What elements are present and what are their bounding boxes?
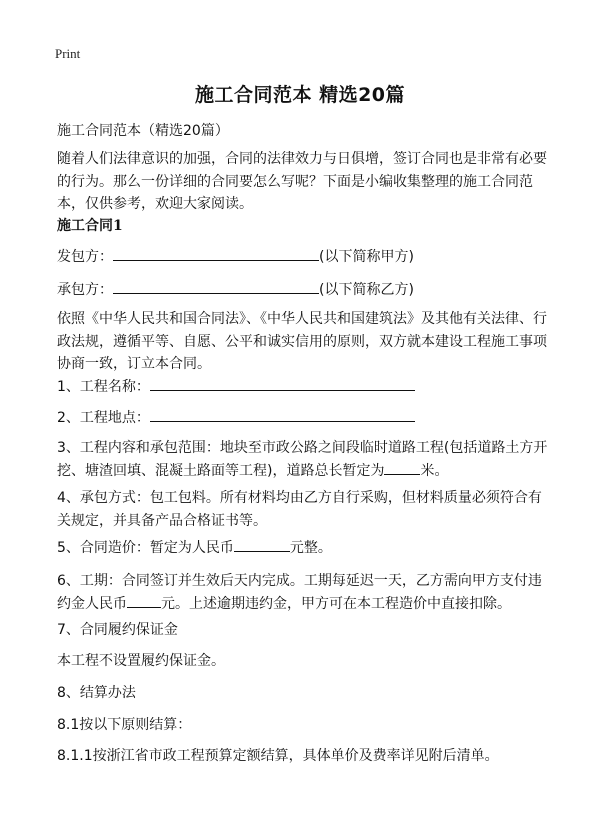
clause-3: [57, 437, 554, 482]
road-length-blank: [384, 460, 420, 475]
party-a-suffix: (以下简称甲方): [319, 249, 414, 265]
clause-2-label: 2、工程地点：: [57, 410, 150, 426]
clause-5-unit: 元整。: [289, 540, 332, 556]
contract-price-blank: [234, 537, 290, 552]
party-b-line: [57, 279, 554, 302]
clause-8-1: 8.1按以下原则结算：: [57, 717, 192, 733]
project-name-blank: [150, 376, 415, 391]
clause-7: 7、合同履约保证金: [57, 622, 178, 638]
clause-5: [57, 537, 554, 560]
clause-4: 4、承包方式：包工包料。所有材料均由乙方自行采购，但材料质量必须符合有关规定，并具备产品合格证书等。: [57, 490, 542, 529]
basis-paragraph: 依照《中华人民共和国合同法》、《中华人民共和国建筑法》及其他有关法律、行政法规，遵循平等、自愿、公平和诚实信用的原则，双方就本建设工程施工事项协商一致，订立本合同。: [57, 311, 547, 372]
section-heading: 施工合同1: [57, 218, 123, 234]
party-b-label: 承包方：: [57, 282, 113, 298]
party-a-blank: [113, 246, 319, 261]
clause-3-unit: 米。: [420, 462, 449, 479]
clause-6: [57, 570, 554, 615]
party-b-blank: [113, 279, 319, 294]
party-b-suffix: (以下简称乙方): [319, 282, 414, 298]
party-a-label: 发包方：: [57, 249, 113, 265]
clause-5-text: 5、合同造价：暂定为人民币: [57, 540, 234, 556]
clause-6-text: 6、工期：合同签订并生效后天内完成。工期每延迟一天，乙方需向甲方支付违约金人民币: [57, 573, 542, 612]
clause-6-rest: 元。上述逾期违约金，甲方可在本工程造价中直接扣除。: [161, 595, 511, 612]
print-label[interactable]: Print: [55, 46, 81, 61]
project-location-blank: [150, 407, 415, 422]
clause-1: [57, 376, 554, 399]
clause-1-label: 1、工程名称：: [57, 379, 150, 395]
penalty-amount-blank: [127, 593, 161, 608]
clause-2: [57, 407, 554, 430]
clause-3-text: 3、工程内容和承包范围：地块至市政公路之间段临时道路工程(包括道路土方开挖、塘渣回填、混凝土路面等工程)，道路总长暂定为: [57, 440, 548, 479]
document-subtitle: 施工合同范本（精选20篇）: [57, 123, 229, 139]
intro-paragraph: 随着人们法律意识的加强，合同的法律效力与日俱增，签订合同也是非常有必要的行为。那么一份详细的合同要怎么写呢？下面是小编收集整理的施工合同范本，仅供参考，欢迎大家阅读。: [57, 151, 547, 212]
clause-7-body: 本工程不设置履约保证金。: [57, 653, 225, 669]
clause-8-1-1: 8.1.1按浙江省市政工程预算定额结算，具体单价及费率详见附后清单。: [57, 748, 499, 764]
party-a-line: [57, 246, 554, 269]
document-title: 施工合同范本 精选20篇: [194, 84, 406, 106]
clause-8: 8、结算办法: [57, 685, 136, 701]
